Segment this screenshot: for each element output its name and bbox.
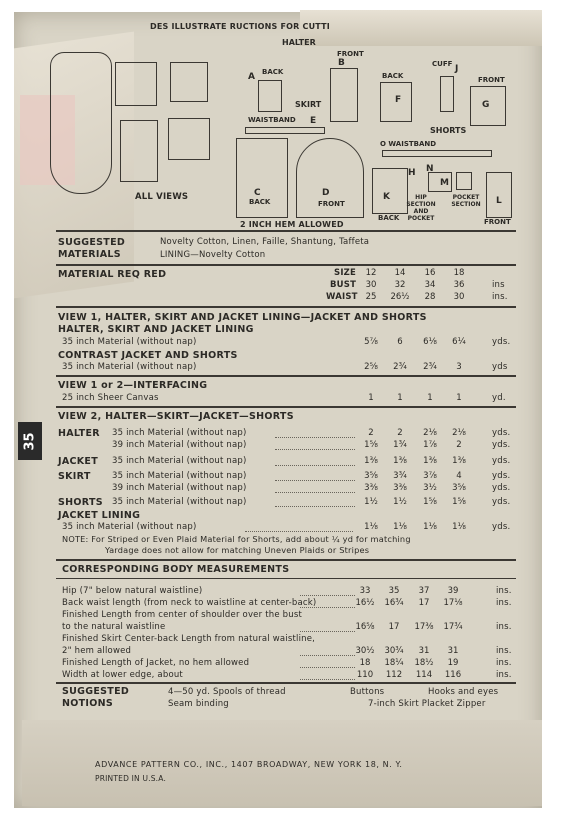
body-cell: 19 — [447, 658, 459, 668]
body-cell: 116 — [444, 670, 462, 680]
view1-row2-12: 2⅝ — [364, 362, 378, 372]
interfacing-18: 1 — [456, 393, 462, 403]
materials-line-1: Novelty Cotton, Linen, Faille, Shantung, Taffeta — [160, 237, 370, 247]
view2-group-label: SKIRT — [58, 471, 91, 482]
view2-cell: 1½ — [364, 497, 378, 507]
view2-cell: 3⅜ — [364, 483, 378, 493]
piece-h — [428, 172, 452, 192]
body-cell: 17 — [388, 622, 400, 632]
view2-cell: 1⅝ — [364, 440, 378, 450]
piece-b-letter: B — [338, 58, 345, 68]
divider — [56, 375, 516, 377]
view2-cell: 4 — [456, 471, 462, 481]
piece-l — [486, 172, 512, 218]
view1-sub2: CONTRAST JACKET AND SHORTS — [58, 350, 238, 361]
leader-dots — [300, 595, 355, 596]
lining-12: 1⅛ — [364, 522, 378, 532]
suggested-materials-title-1: SUGGESTED — [58, 237, 126, 248]
leader-dots — [275, 506, 355, 507]
materials-line-2: LINING—Novelty Cotton — [160, 250, 266, 260]
view2-row-label: 35 inch Material (without nap) — [112, 456, 247, 466]
notions-title-2: NOTIONS — [62, 698, 114, 709]
body-cell: 31 — [418, 646, 430, 656]
view1-row2-label: 35 inch Material (without nap) — [62, 362, 197, 372]
divider — [56, 578, 516, 579]
body-row-label: Finished Skirt Center-back Length from natural waistline, — [62, 634, 316, 644]
body-measurements-title: CORRESPONDING BODY MEASUREMENTS — [62, 564, 290, 575]
divider — [56, 682, 516, 684]
bust-unit: ins — [492, 280, 505, 290]
jacket-lining-title: JACKET LINING — [58, 510, 141, 521]
bust-14: 32 — [394, 280, 406, 290]
view2-unit: yds. — [492, 440, 511, 450]
view2-title: VIEW 2, HALTER—SKIRT—JACKET—SHORTS — [58, 411, 294, 422]
body-unit: ins. — [496, 586, 512, 596]
view2-unit: yds. — [492, 428, 511, 438]
jacket-sketch — [115, 62, 157, 106]
halter-sketch — [120, 120, 158, 182]
body-cell: 37 — [418, 586, 430, 596]
divider — [56, 230, 516, 232]
body-cell: 30½ — [355, 646, 375, 656]
body-cell: 16½ — [355, 598, 375, 608]
leader-dots — [300, 667, 355, 668]
footer-printed: PRINTED IN U.S.A. — [95, 774, 167, 783]
bust-12: 30 — [365, 280, 377, 290]
body-row-label: Finished Length of Jacket, no hem allowed — [62, 658, 250, 668]
piece-pocket-section: POCKET SECTION — [451, 194, 481, 208]
view2-cell: 1¾ — [393, 440, 407, 450]
divider — [56, 306, 516, 308]
notion-hooks: Hooks and eyes — [428, 687, 499, 697]
body-unit: ins. — [496, 598, 512, 608]
view2-row-label: 35 inch Material (without nap) — [112, 428, 247, 438]
divider — [56, 406, 516, 408]
view2-row-label: 39 inch Material (without nap) — [112, 440, 247, 450]
divider — [56, 559, 516, 561]
lining-18: 1⅛ — [452, 522, 466, 532]
leader-dots — [300, 679, 355, 680]
leader-dots — [300, 607, 355, 608]
body-row-label: Finished Length from center of shoulder over the bust — [62, 610, 303, 620]
view2-cell: 3½ — [423, 483, 437, 493]
size-14: 14 — [394, 268, 406, 278]
body-cell: 18¼ — [384, 658, 404, 668]
waist-14: 26½ — [390, 292, 410, 302]
suggested-materials-title-2: MATERIALS — [58, 249, 121, 260]
size-16: 16 — [424, 268, 436, 278]
footer-company: ADVANCE PATTERN CO., INC., 1407 BROADWAY, NEW YORK 18, N. Y. — [95, 760, 403, 769]
body-row-label: Back waist length (from neck to waistline at center-back) — [62, 598, 317, 608]
leader-dots — [275, 492, 355, 493]
body-cell: 16⅝ — [355, 622, 375, 632]
hem-note: 2 INCH HEM ALLOWED — [240, 220, 344, 229]
side-tab: 35 — [18, 422, 42, 460]
size-label: SIZE — [334, 268, 357, 278]
view2-cell: 2⅛ — [452, 428, 466, 438]
size-12: 12 — [365, 268, 377, 278]
view2-cell: 2 — [456, 440, 462, 450]
body-cell: 17¾ — [443, 622, 463, 632]
piece-k-back: BACK — [378, 214, 400, 222]
notion-binding: Seam binding — [168, 699, 229, 709]
piece-pocket — [456, 172, 472, 190]
view2-cell: 1⅝ — [423, 497, 437, 507]
body-cell: 17 — [418, 598, 430, 608]
header-instructions: DES ILLUSTRATE RUCTIONS FOR CUTTI — [150, 22, 330, 31]
piece-hip-section: HIP SECTION AND POCKET — [406, 194, 436, 222]
view2-group-label: HALTER — [58, 428, 100, 439]
bust-18: 36 — [453, 280, 465, 290]
note-line-1: NOTE: For Striped or Even Plaid Material for Shorts, add about ¼ yd for matching — [62, 534, 411, 544]
piece-skirt-label: SKIRT — [295, 100, 322, 109]
body-cell: 18 — [359, 658, 371, 668]
body-cell: 112 — [385, 670, 403, 680]
interfacing-unit: yd. — [492, 393, 506, 403]
view1-row2-unit: yds — [492, 362, 508, 372]
view2-cell: 1⅜ — [452, 456, 466, 466]
piece-c — [236, 138, 288, 218]
piece-l-letter: L — [496, 196, 502, 206]
body-cell: 30¾ — [384, 646, 404, 656]
body-cell: 17⅜ — [414, 622, 434, 632]
piece-o — [382, 150, 492, 157]
view2-cell: 1½ — [393, 497, 407, 507]
view2-cell: 3⅜ — [393, 483, 407, 493]
piece-j-letter: J — [455, 64, 459, 74]
interfacing-16: 1 — [427, 393, 433, 403]
body-row-label: Hip (7" below natural waistline) — [62, 586, 203, 596]
lining-16: 1⅛ — [423, 522, 437, 532]
view2-cell: 2 — [368, 428, 374, 438]
interfacing-14: 1 — [397, 393, 403, 403]
material-required-title: MATERIAL REQ RED — [58, 269, 167, 280]
view2-cell: 2⅛ — [423, 428, 437, 438]
leader-dots — [275, 465, 355, 466]
view1-row1-18: 6¼ — [452, 337, 466, 347]
leader-dots — [275, 480, 355, 481]
piece-f-letter: F — [395, 95, 402, 105]
waist-16: 28 — [424, 292, 436, 302]
interfacing-label: 25 inch Sheer Canvas — [62, 393, 159, 403]
all-views-label: ALL VIEWS — [135, 192, 189, 202]
body-row-label: to the natural waistline — [62, 622, 166, 632]
piece-d-letter: D — [322, 188, 330, 198]
view1-row1-12: 5⅞ — [364, 337, 378, 347]
bust-label: BUST — [330, 280, 357, 290]
piece-d-front: FRONT — [318, 200, 345, 208]
piece-a-back: BACK — [262, 68, 284, 76]
view2-cell: 1⅜ — [423, 456, 437, 466]
notions-title-1: SUGGESTED — [62, 686, 130, 697]
body-cell: 110 — [356, 670, 374, 680]
notion-buttons: Buttons — [350, 687, 385, 697]
note-line-2: Yardage does not allow for matching Uneven Plaids or Stripes — [105, 545, 370, 555]
view1-row2-16: 2¾ — [423, 362, 437, 372]
lining-14: 1⅛ — [393, 522, 407, 532]
view2-row-label: 39 inch Material (without nap) — [112, 483, 247, 493]
view2-unit: yds. — [492, 456, 511, 466]
piece-halter-label: HALTER — [282, 38, 316, 47]
piece-n-letter: N — [426, 164, 434, 174]
body-cell: 35 — [388, 586, 400, 596]
piece-cuff-label: CUFF — [432, 60, 453, 68]
body-unit: ins. — [496, 670, 512, 680]
leader-dots — [275, 437, 355, 438]
view2-cell: 3⅞ — [423, 471, 437, 481]
view2-cell: 1⅞ — [423, 440, 437, 450]
leader-dots — [275, 449, 355, 450]
view2-cell: 1⅜ — [393, 456, 407, 466]
body-unit: ins. — [496, 658, 512, 668]
view2-unit: yds. — [492, 471, 511, 481]
view2-cell: 2 — [397, 428, 403, 438]
piece-o-waistband: O WAISTBAND — [380, 140, 437, 148]
body-unit: ins. — [496, 646, 512, 656]
body-cell: 16¾ — [384, 598, 404, 608]
leader-dots — [245, 531, 353, 532]
view2-cell: 3⅝ — [364, 471, 378, 481]
interfacing-title: VIEW 1 or 2—INTERFACING — [58, 380, 208, 391]
body-row-label: Width at lower edge, about — [62, 670, 183, 680]
torn-tape-top — [300, 10, 542, 46]
view2-cell: 3¾ — [393, 471, 407, 481]
view1-row2-14: 2¾ — [393, 362, 407, 372]
piece-a — [258, 80, 282, 112]
piece-m-letter: M — [440, 178, 449, 188]
body-cell: 114 — [415, 670, 433, 680]
piece-a-letter: A — [248, 72, 255, 82]
view2-group-label: SHORTS — [58, 497, 103, 508]
piece-b-front: FRONT — [337, 50, 364, 58]
leader-dots — [300, 655, 355, 656]
view1-sub1: HALTER, SKIRT AND JACKET LINING — [58, 324, 254, 335]
shorts-sketch — [170, 62, 208, 102]
view1-title: VIEW 1, HALTER, SKIRT AND JACKET LINING—JACKET AND SHORTS — [58, 312, 427, 323]
piece-waistband-label: WAISTBAND — [248, 116, 296, 124]
piece-shorts-label: SHORTS — [430, 126, 467, 135]
divider — [56, 264, 516, 266]
view1-row2-18: 3 — [456, 362, 462, 372]
body-row-label: 2" hem allowed — [62, 646, 132, 656]
view1-row1-unit: yds. — [492, 337, 511, 347]
view2-cell: 1⅝ — [452, 497, 466, 507]
notion-zipper: 7-inch Skirt Placket Zipper — [368, 699, 486, 709]
body-cell: 33 — [359, 586, 371, 596]
waist-18: 30 — [453, 292, 465, 302]
bust-16: 34 — [424, 280, 436, 290]
piece-l-front: FRONT — [484, 218, 511, 226]
piece-c-letter: C — [254, 188, 261, 198]
view2-unit: yds. — [492, 483, 511, 493]
view2-cell: 3⅝ — [452, 483, 466, 493]
piece-k-letter: K — [383, 192, 390, 202]
body-cell: 18½ — [414, 658, 434, 668]
body-cell: 39 — [447, 586, 459, 596]
waist-12: 25 — [365, 292, 377, 302]
interfacing-12: 1 — [368, 393, 374, 403]
view2-row-label: 35 inch Material (without nap) — [112, 471, 247, 481]
piece-e-letter: E — [310, 116, 317, 126]
piece-h-letter: H — [408, 168, 416, 178]
piece-c-back: BACK — [249, 198, 271, 206]
piece-g-letter: G — [482, 100, 490, 110]
notion-thread: 4—50 yd. Spools of thread — [168, 687, 286, 697]
view1-row1-14: 6 — [397, 337, 403, 347]
lining-unit: yds. — [492, 522, 511, 532]
waist-label: WAIST — [326, 292, 358, 302]
view1-row1-label: 35 inch Material (without nap) — [62, 337, 197, 347]
dress-sketch — [50, 52, 112, 194]
leader-dots — [300, 631, 355, 632]
view2-cell: 1⅜ — [364, 456, 378, 466]
piece-g-front: FRONT — [478, 76, 505, 84]
piece-e — [245, 127, 325, 134]
body-cell: 17⅛ — [443, 598, 463, 608]
view2-row-label: 35 inch Material (without nap) — [112, 497, 247, 507]
body-cell: 31 — [447, 646, 459, 656]
shorts-sketch-2 — [168, 118, 210, 160]
jacket-lining-label: 35 inch Material (without nap) — [62, 522, 197, 532]
piece-f-back: BACK — [382, 72, 404, 80]
body-unit: ins. — [496, 622, 512, 632]
view2-group-label: JACKET — [58, 456, 98, 467]
size-18: 18 — [453, 268, 465, 278]
piece-j — [440, 76, 454, 112]
piece-b — [330, 68, 358, 122]
view2-unit: yds. — [492, 497, 511, 507]
view1-row1-16: 6⅛ — [423, 337, 437, 347]
waist-unit: ins. — [492, 292, 508, 302]
